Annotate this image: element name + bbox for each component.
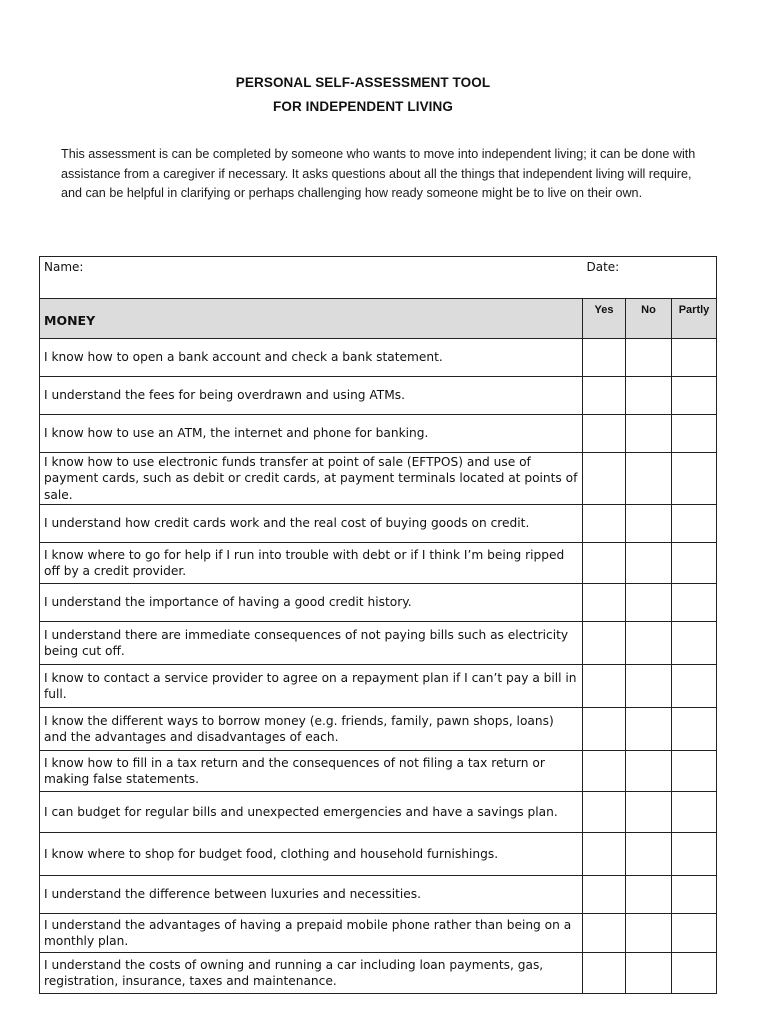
no-checkbox-cell[interactable] — [626, 914, 672, 953]
partly-checkbox-cell[interactable] — [672, 622, 717, 665]
no-column-header: No — [626, 299, 672, 339]
yes-checkbox-cell[interactable] — [583, 876, 626, 914]
question-row — [40, 622, 717, 665]
yes-checkbox-cell[interactable] — [583, 833, 626, 876]
question-row — [40, 751, 717, 792]
no-checkbox-cell[interactable] — [626, 665, 672, 708]
question-text: I know where to go for help if I run into trouble with debt or if I think I’m being ripped off by a credit provider. — [40, 543, 583, 584]
document-title-line1: PERSONAL SELF-ASSESSMENT TOOL — [235, 75, 491, 90]
yes-column-header: Yes — [583, 299, 626, 339]
no-checkbox-cell[interactable] — [626, 751, 672, 792]
question-text: I know how to use electronic funds transfer at point of sale (EFTPOS) and use of payment cards, such as debit or credit cards, at payment terminals located at points of sale. — [40, 453, 583, 505]
no-checkbox-cell[interactable] — [626, 505, 672, 543]
name-date-row — [40, 257, 717, 299]
question-text: I know how to open a bank account and check a bank statement. — [40, 339, 583, 377]
intro-paragraph: This assessment is can be completed by someone who wants to move into independent living; it can be done with assistance from a caregiver if necessary. It asks questions about all the things that independent living will require, and can be helpful in clarifying or perhaps challenging how ready someone might be to live on their own. — [61, 147, 696, 200]
question-text: I know where to shop for budget food, clothing and household furnishings. — [40, 833, 583, 876]
no-checkbox-cell[interactable] — [626, 792, 672, 833]
question-row — [40, 665, 717, 708]
section-title-cell — [40, 299, 583, 339]
yes-checkbox-cell[interactable] — [583, 953, 626, 994]
question-row — [40, 415, 717, 453]
yes-checkbox-cell[interactable] — [583, 584, 626, 622]
yes-checkbox-cell[interactable] — [583, 453, 626, 505]
no-checkbox-cell[interactable] — [626, 415, 672, 453]
question-text: I can budget for regular bills and unexpected emergencies and have a savings plan. — [40, 792, 583, 833]
no-checkbox-cell[interactable] — [626, 584, 672, 622]
section-header-row — [40, 299, 717, 339]
question-text: I understand the advantages of having a prepaid mobile phone rather than being on a monthly plan. — [40, 914, 583, 953]
question-row — [40, 833, 717, 876]
no-checkbox-cell[interactable] — [626, 453, 672, 505]
partly-checkbox-cell[interactable] — [672, 505, 717, 543]
question-row — [40, 339, 717, 377]
question-row — [40, 505, 717, 543]
question-text: I know how to fill in a tax return and the consequences of not filing a tax return or making false statements. — [40, 751, 583, 792]
question-row — [40, 792, 717, 833]
question-row — [40, 876, 717, 914]
yes-checkbox-cell[interactable] — [583, 339, 626, 377]
yes-checkbox-cell[interactable] — [583, 751, 626, 792]
document-title-line2: FOR INDEPENDENT LIVING — [273, 99, 453, 114]
no-checkbox-cell[interactable] — [626, 833, 672, 876]
no-checkbox-cell[interactable] — [626, 953, 672, 994]
yes-checkbox-cell[interactable] — [583, 505, 626, 543]
no-checkbox-cell[interactable] — [626, 622, 672, 665]
name-field[interactable] — [40, 257, 583, 299]
question-row — [40, 543, 717, 584]
question-text: I understand the difference between luxuries and necessities. — [40, 876, 583, 914]
question-row — [40, 953, 717, 994]
date-label: Date: — [586, 260, 620, 274]
date-field[interactable] — [583, 257, 717, 299]
assessment-table — [39, 256, 717, 994]
partly-checkbox-cell[interactable] — [672, 953, 717, 994]
question-row — [40, 708, 717, 751]
no-checkbox-cell[interactable] — [626, 708, 672, 751]
partly-checkbox-cell[interactable] — [672, 914, 717, 953]
partly-checkbox-cell[interactable] — [672, 415, 717, 453]
no-checkbox-cell[interactable] — [626, 339, 672, 377]
no-checkbox-cell[interactable] — [626, 543, 672, 584]
question-row — [40, 377, 717, 415]
partly-checkbox-cell[interactable] — [672, 339, 717, 377]
no-checkbox-cell[interactable] — [626, 377, 672, 415]
partly-checkbox-cell[interactable] — [672, 453, 717, 505]
yes-checkbox-cell[interactable] — [583, 622, 626, 665]
question-row — [40, 584, 717, 622]
partly-checkbox-cell[interactable] — [672, 377, 717, 415]
yes-checkbox-cell[interactable] — [583, 792, 626, 833]
yes-checkbox-cell[interactable] — [583, 543, 626, 584]
question-text: I understand there are immediate consequences of not paying bills such as electricity being cut off. — [40, 622, 583, 665]
question-text: I understand the importance of having a good credit history. — [40, 584, 583, 622]
partly-column-header: Partly — [672, 299, 717, 339]
question-text: I understand how credit cards work and the real cost of buying goods on credit. — [40, 505, 583, 543]
partly-checkbox-cell[interactable] — [672, 543, 717, 584]
name-label: Name: — [44, 260, 84, 274]
partly-checkbox-cell[interactable] — [672, 833, 717, 876]
no-checkbox-cell[interactable] — [626, 876, 672, 914]
section-title: MONEY — [44, 313, 96, 329]
yes-checkbox-cell[interactable] — [583, 377, 626, 415]
partly-checkbox-cell[interactable] — [672, 751, 717, 792]
partly-checkbox-cell[interactable] — [672, 584, 717, 622]
question-text: I understand the fees for being overdrawn and using ATMs. — [40, 377, 583, 415]
question-text: I know the different ways to borrow money (e.g. friends, family, pawn shops, loans) and the advantages and disadvantages of each. — [40, 708, 583, 751]
yes-checkbox-cell[interactable] — [583, 415, 626, 453]
partly-checkbox-cell[interactable] — [672, 876, 717, 914]
question-text: I know how to use an ATM, the internet and phone for banking. — [40, 415, 583, 453]
question-row — [40, 914, 717, 953]
yes-checkbox-cell[interactable] — [583, 665, 626, 708]
partly-checkbox-cell[interactable] — [672, 708, 717, 751]
yes-checkbox-cell[interactable] — [583, 708, 626, 751]
partly-checkbox-cell[interactable] — [672, 792, 717, 833]
partly-checkbox-cell[interactable] — [672, 665, 717, 708]
question-text: I understand the costs of owning and running a car including loan payments, gas, registration, insurance, taxes and maintenance. — [40, 953, 583, 994]
question-text: I know to contact a service provider to agree on a repayment plan if I can’t pay a bill in full. — [40, 665, 583, 708]
question-row — [40, 453, 717, 505]
yes-checkbox-cell[interactable] — [583, 914, 626, 953]
